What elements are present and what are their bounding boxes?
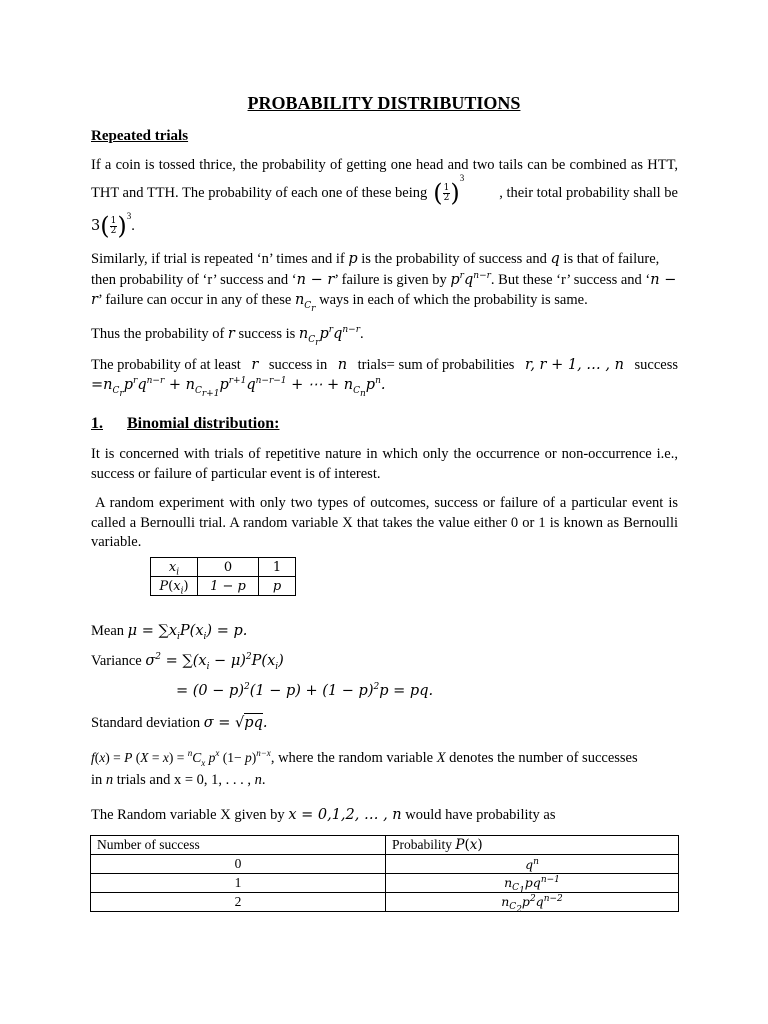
text-segment: success is [234, 326, 299, 342]
text-segment: ’ failure can occur in any of these [97, 292, 295, 308]
table-header-row [91, 836, 679, 855]
page-title: PROBABILITY DISTRIBUTIONS [247, 93, 521, 113]
text-segment: , their total probability shall be [499, 184, 678, 201]
table-cell: 2 [91, 893, 386, 912]
probability-table [90, 835, 679, 916]
paragraph-line: Similarly, if trial is repeated ‘n’ times and if p is the probability of success and q is that of failure, [91, 251, 660, 267]
paragraph-line [91, 172, 678, 210]
formula-half-cubed: ( $\frac{1}{2}$ )$^3$ [433, 172, 465, 207]
text-segment: success [634, 357, 678, 373]
paragraph-line: f(x) = P $(X = x) = ^nC_x$ $p^x$ $(1- p)^{n-x}$, where the random variable X denotes the number of successes [91, 748, 638, 768]
text-segment: The Random variable X given by [91, 807, 289, 823]
formula-binomial-pmf: f [91, 750, 95, 765]
text-segment: The probability of at least [91, 357, 241, 373]
table-cell: $x_i$ [151, 558, 198, 577]
formula-total-probability: 3 ( $\frac{1}{2}$ ) $^3$ . [91, 211, 135, 240]
formula-variance-result: = $(0 - p)^2(1 - p) + (1 - p)^2p$ = pq. [176, 682, 434, 699]
text-segment: trials and x = 0, 1, . . . , [113, 772, 255, 788]
text-segment: is the probability of success and [357, 251, 551, 267]
table-row [91, 855, 679, 874]
table-cell: 1 [259, 558, 296, 577]
table-cell: $P(x_i)$ [151, 577, 198, 596]
column-header: Probability P(x) [386, 836, 679, 855]
table-row [91, 874, 679, 893]
text-segment: Variance [91, 653, 146, 669]
text-segment: then probability of ‘r’ success and ‘ [91, 272, 297, 288]
table-row [151, 577, 296, 596]
section-title: Binomial distribution: [127, 415, 280, 432]
table-cell: 1 − p [198, 577, 259, 596]
text-segment: is that of failure, [559, 251, 660, 267]
text-segment: Mean [91, 623, 128, 639]
text-segment: Probability [392, 837, 456, 852]
text-segment: ways in each of which the probability is same. [315, 292, 588, 308]
paragraph-line: The probability of at least r success in n trials= sum of probabilities r, r + 1, … , n success [91, 357, 678, 373]
section-heading-repeated-trials: Repeated trials [91, 128, 189, 144]
text-segment: Standard deviation [91, 715, 204, 731]
paragraph-line: r’ failure can occur in any of these $n_{C_r}$ ways in each of which the probability is same. [91, 292, 588, 314]
paragraph-line: in n trials and x = 0, 1, . . . , n. [91, 772, 266, 788]
text-segment: , where the random variable [270, 750, 437, 766]
table-cell: $q^n$ [386, 855, 679, 874]
section-heading-binomial [91, 415, 279, 433]
paragraph-line: success or failure of particular event is of interest. [91, 466, 381, 482]
text-segment: Thus the probability of [91, 326, 228, 342]
paragraph-line: A random experiment with only two types of outcomes, success or failure of a particular event is [95, 495, 678, 511]
table-row [91, 893, 679, 912]
formula-mean: Mean $\mu = \sum x_iP(x_i) = p$. [91, 623, 248, 642]
formula-sum-of-probabilities: $=n_{C_r}p^rq^{n-r} + n_{C_{r+1}}p^{r+1}q^{n-r-1}$ + ⋯ + $n_{C_n}p^n$. [91, 376, 386, 399]
table-row [151, 558, 296, 577]
table-cell: $n_{C_1}pq^{n-1}$ [386, 874, 679, 893]
text-segment: Similarly, if trial is repeated ‘n’ times and if [91, 251, 349, 267]
paragraph-line: It is concerned with trials of repetitive nature in which only the occurrence or non-occurrence i.e., [91, 446, 678, 462]
text-segment: THT and TTH. The probability of each one of these being [91, 184, 428, 201]
text-segment: ’ failure is given by [334, 272, 451, 288]
paragraph-line: Thus the probability of r success is $n_{C_r}p^rq^{n-r}$. [91, 325, 364, 348]
table-cell: 0 [198, 558, 259, 577]
paragraph-line: called a Bernoulli trial. A random variable X that takes the value either 0 or 1 is known as Bernoulli [91, 515, 678, 531]
table-cell: p [259, 577, 296, 596]
bernoulli-table [150, 557, 296, 596]
paragraph-line: The Random variable X given by x = 0,1,2, … , n would have probability as [91, 807, 556, 823]
table-cell: 1 [91, 874, 386, 893]
paragraph-line: variable. [91, 534, 142, 550]
table-cell: $n_{C_2}p^2q^{n-2}$ [386, 893, 679, 912]
formula-standard-deviation: Standard deviation σ = √pq. [91, 715, 268, 731]
text-segment: in [91, 772, 106, 788]
table-cell: 0 [91, 855, 386, 874]
text-segment: success in [268, 357, 328, 373]
text-segment: . But these ‘r’ success and ‘ [490, 272, 651, 288]
paragraph-line: If a coin is tossed thrice, the probability of getting one head and two tails can be combined as HTT, [91, 157, 678, 173]
paragraph-line: then probability of ‘r’ success and ‘n − r’ failure is given by $p^rq^{n-r}$. But these ‘r’ success and ‘n − [91, 271, 677, 288]
section-number: 1. [91, 415, 103, 432]
text-segment: trials= sum of probabilities [357, 357, 515, 373]
formula-variance: Variance $\sigma^2 = \sum(x_i - \mu)^2P(x_i)$ [91, 652, 284, 672]
text-segment: denotes the number of successes [445, 750, 638, 766]
text-segment: would have probability as [401, 807, 556, 823]
column-header: Number of success [91, 836, 386, 855]
